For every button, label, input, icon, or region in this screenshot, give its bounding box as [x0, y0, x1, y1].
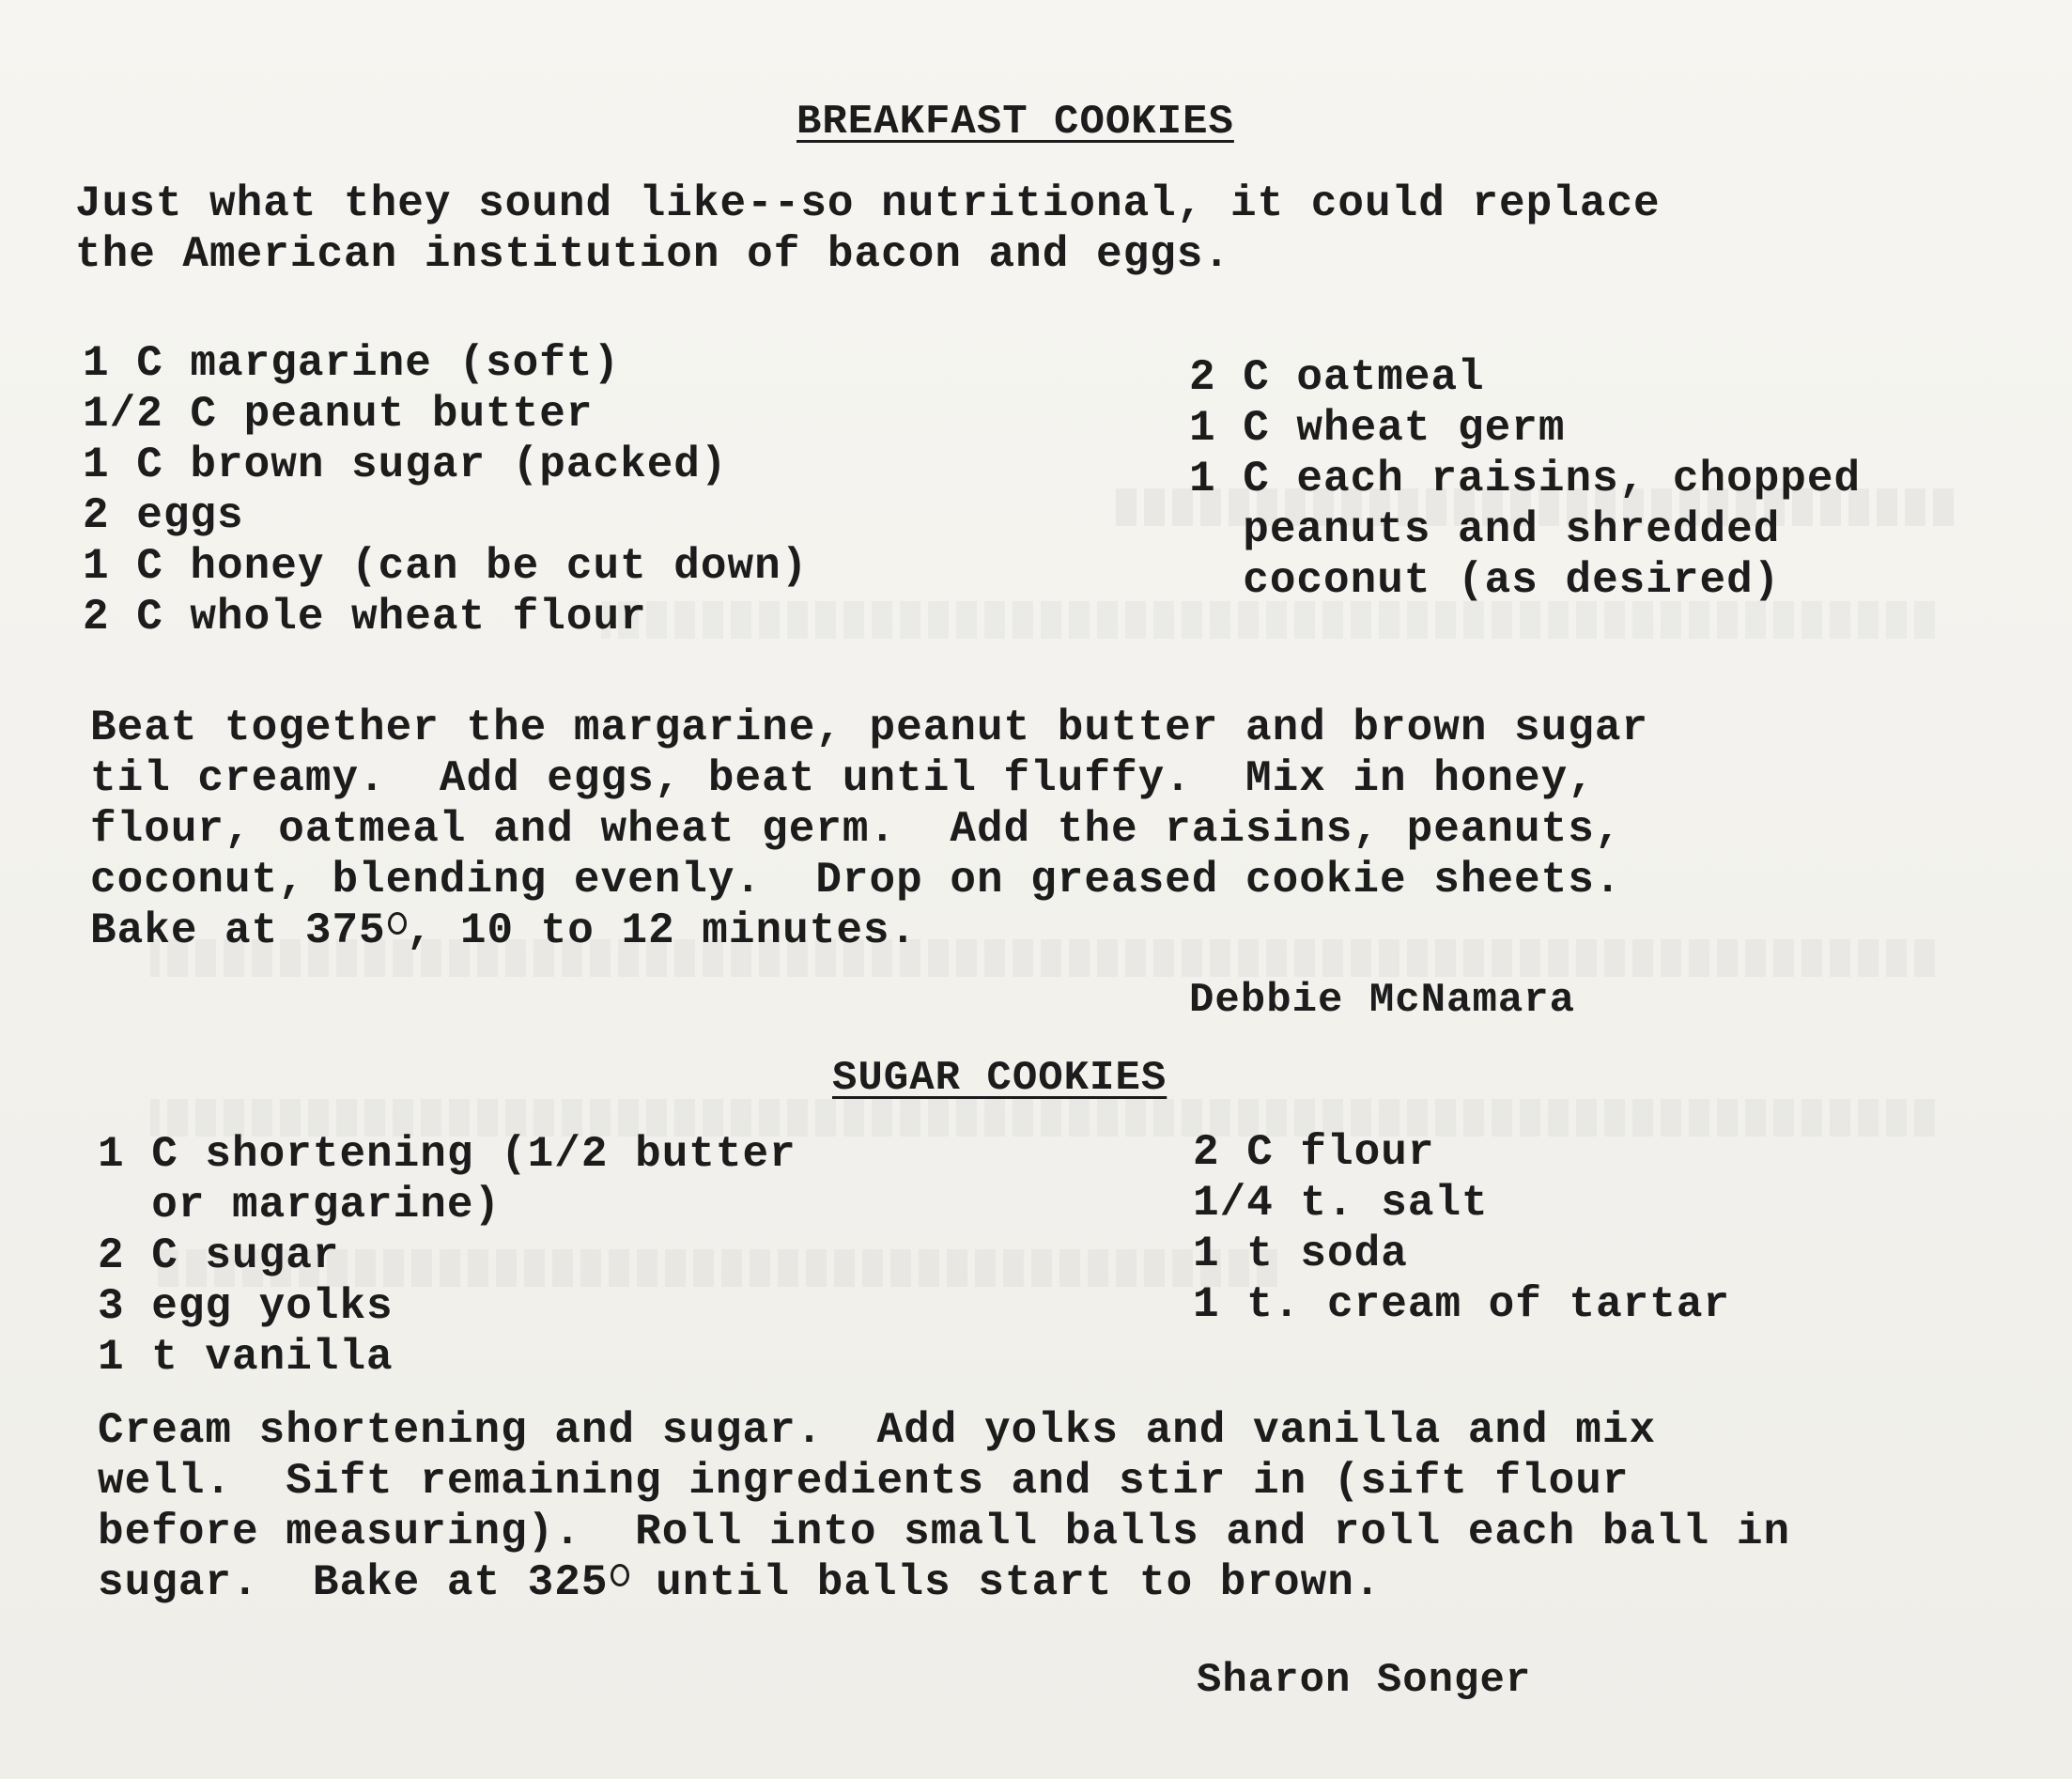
ingredient-item: 1/4 t. salt — [1193, 1179, 1489, 1228]
direction-line: Cream shortening and sugar. Add yolks and vanilla and mix — [98, 1406, 1657, 1455]
ingredient-item: 1 C each raisins, chopped — [1189, 455, 1862, 503]
ingredients-left — [98, 1129, 796, 1383]
ingredient-item: 1 C margarine (soft) — [83, 339, 621, 388]
recipe-author: Debbie McNamara — [1189, 977, 1576, 1024]
intro-line: the American institution of bacon and eggs. — [75, 230, 1230, 279]
intro-line: Just what they sound like--so nutritional, it could replace — [75, 179, 1661, 228]
ingredient-item: or margarine) — [98, 1181, 502, 1230]
recipe-title: BREAKFAST COOKIES — [796, 99, 1234, 146]
bake-line — [98, 1557, 1790, 1608]
ingredients-right — [1189, 352, 1861, 606]
ingredient-item: 3 egg yolks — [98, 1282, 394, 1331]
ingredient-item: 1 t. cream of tartar — [1193, 1280, 1731, 1329]
degree-symbol-icon — [388, 912, 407, 935]
bake-line — [90, 905, 1648, 956]
direction-line: before measuring). Roll into small balls and roll each ball in — [98, 1508, 1791, 1556]
recipe-intro — [75, 178, 1661, 280]
direction-line: coconut, blending evenly. Drop on greased cookie sheets. — [90, 856, 1622, 905]
recipe-title: SUGAR COOKIES — [832, 1055, 1167, 1102]
ingredient-item: 2 C sugar — [98, 1231, 340, 1280]
direction-line: well. Sift remaining ingredients and stir in (sift flour — [98, 1457, 1630, 1506]
ingredient-item: 2 C whole wheat flour — [83, 593, 647, 642]
bake-time: until balls start to brown. — [628, 1558, 1382, 1607]
ingredient-item: 2 C flour — [1193, 1128, 1435, 1177]
degree-symbol-icon — [611, 1564, 629, 1586]
bake-temperature: Bake at 375 — [90, 906, 386, 955]
ingredients-right — [1193, 1127, 1730, 1330]
recipe-author: Sharon Songer — [1197, 1657, 1532, 1704]
bake-temperature: sugar. Bake at 325 — [98, 1558, 609, 1607]
ingredients-left — [83, 338, 808, 642]
recipe-directions — [98, 1405, 1790, 1608]
ingredient-item: coconut (as desired) — [1189, 556, 1781, 605]
ingredient-item: 2 C oatmeal — [1189, 353, 1485, 402]
ingredient-item: 1 C brown sugar (packed) — [83, 441, 728, 489]
ingredient-item: 1 t soda — [1193, 1230, 1408, 1278]
ingredient-item: 1 t vanilla — [98, 1333, 394, 1382]
direction-line: flour, oatmeal and wheat germ. Add the raisins, peanuts, — [90, 805, 1622, 854]
bake-time: , 10 to 12 minutes. — [406, 906, 918, 955]
ingredient-item: 1 C shortening (1/2 butter — [98, 1130, 796, 1179]
ingredient-item: 1 C honey (can be cut down) — [83, 542, 809, 591]
ingredient-item: 1 C wheat germ — [1189, 404, 1566, 453]
ingredient-item: 2 eggs — [83, 491, 244, 540]
ingredient-item: peanuts and shredded — [1189, 505, 1781, 554]
direction-line: til creamy. Add eggs, beat until fluffy. Mix in honey, — [90, 754, 1595, 803]
ingredient-item: 1/2 C peanut butter — [83, 390, 594, 439]
direction-line: Beat together the margarine, peanut butter and brown sugar — [90, 704, 1649, 752]
recipe-directions — [90, 703, 1648, 956]
